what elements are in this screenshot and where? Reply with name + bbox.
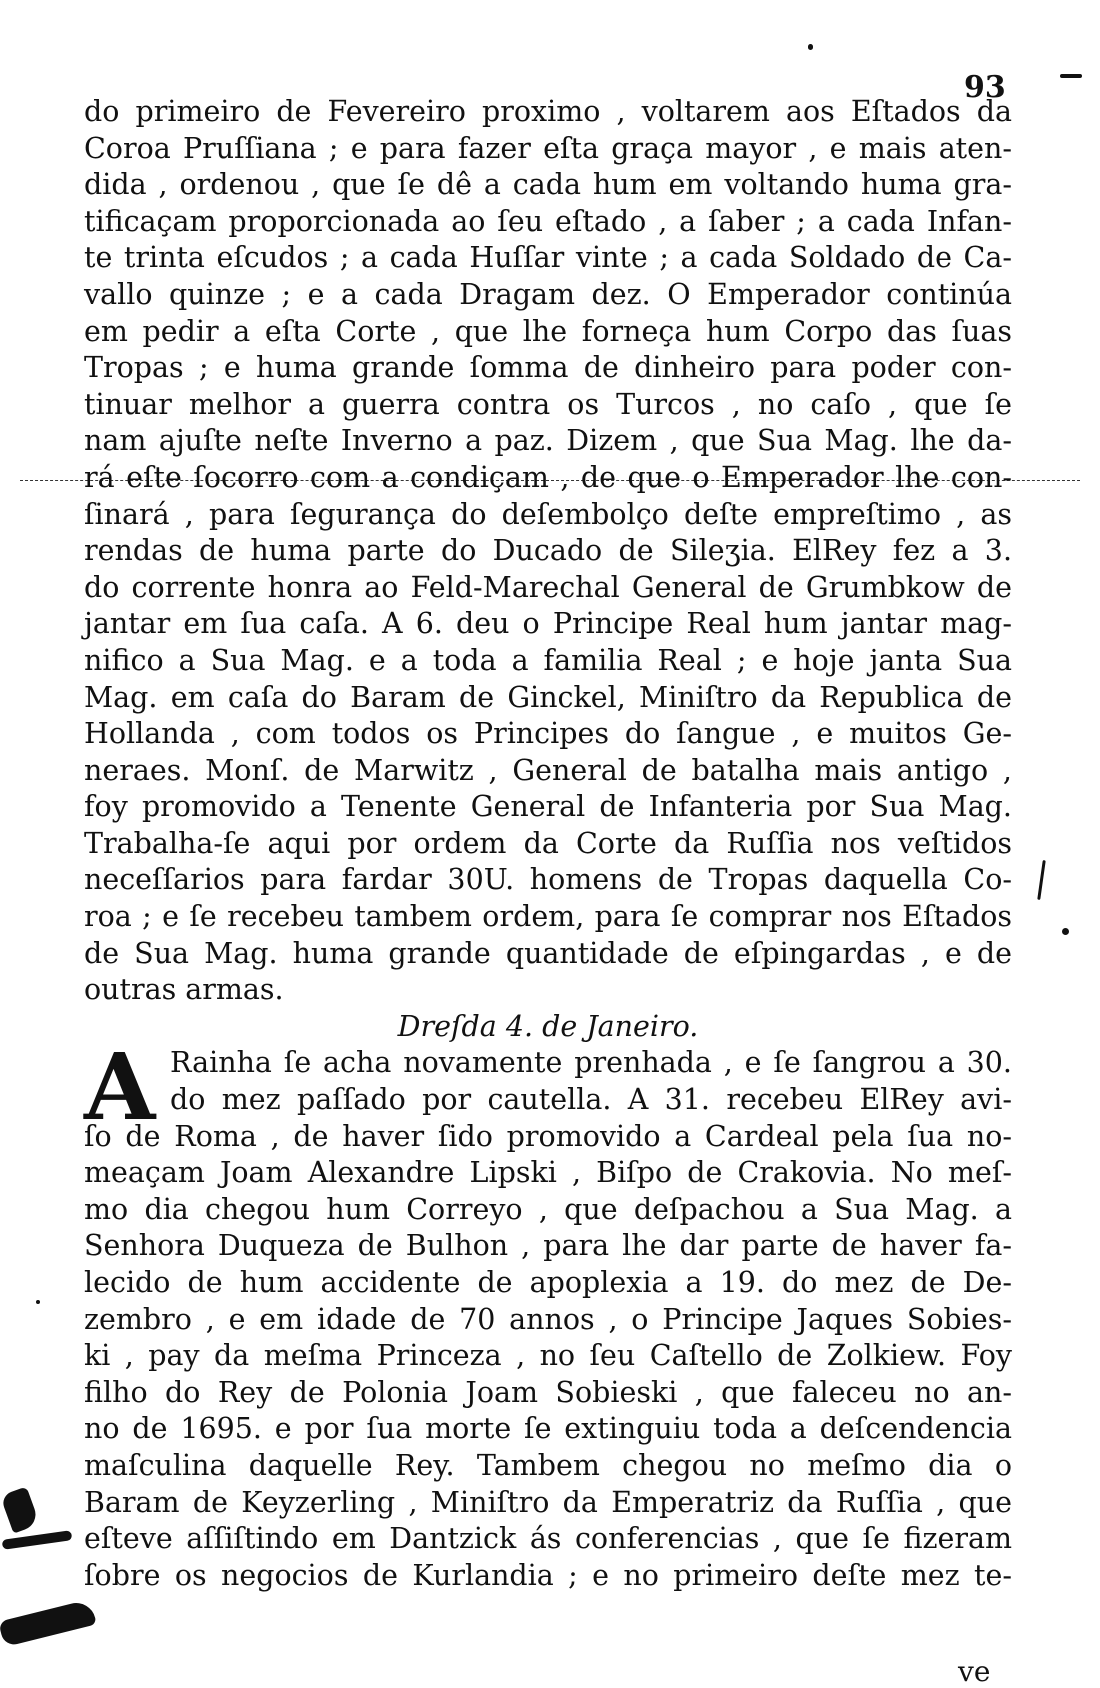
ink-speck <box>1060 74 1082 78</box>
text-line: Senhora Duqueza de Bulhon , para lhe dar parte de haver fa- <box>84 1229 1012 1263</box>
text-line: rá eſte ſocorro com a condiçam , de que o Emperador lhe con- <box>84 460 1012 494</box>
ink-blot <box>2 1530 73 1550</box>
text-line: foy promovido a Tenente General de Infanteria por Sua Mag. <box>84 790 1012 824</box>
ink-speck <box>36 1300 40 1304</box>
text-line: meaçam Joam Alexandre Lipski , Biſpo de Crakovia. No meſ- <box>84 1156 1012 1190</box>
text-line: do mez paſſado por cautella. A 31. recebeu ElRey avi- <box>170 1083 1012 1117</box>
text-line: te trinta eſcudos ; a cada Huſſar vinte ; a cada Soldado de Ca- <box>84 241 1012 275</box>
ink-speck <box>808 44 813 50</box>
text-line: em pedir a eſta Corte , que lhe forneça hum Corpo das ſuas <box>84 314 1012 348</box>
text-line: Mag. em caſa do Baram de Ginckel, Miniſtro da Republica de <box>84 680 1012 714</box>
text-line: do primeiro de Fevereiro proximo , voltarem aos Eſtados da <box>84 95 1012 128</box>
text-line: nam ajuſte neſte Inverno a paz. Dizem , que Sua Mag. lhe da- <box>84 424 1012 458</box>
text-line: dida , ordenou , que ſe dê a cada hum em voltando huma gra- <box>84 168 1012 202</box>
ink-blot <box>0 1599 97 1647</box>
text-line: Tropas ; e huma grande ſomma de dinheiro para poder con- <box>84 351 1012 385</box>
text-line: Baram de Keyzerling , Miniſtro da Emperatriz da Ruſſia , que <box>84 1485 1012 1519</box>
text-line: jantar em ſua caſa. A 6. deu o Principe Real hum jantar mag- <box>84 607 1012 641</box>
text-line: zembro , e em idade de 70 annos , o Principe Jaques Sobies- <box>84 1302 1012 1336</box>
text-line: no de 1695. e por ſua morte ſe extinguiu toda a deſcendencia <box>84 1412 1012 1446</box>
text-line: neraes. Monſ. de Marwitz , General de batalha mais antigo , <box>84 753 1012 787</box>
text-line: Trabalha-ſe aqui por ordem da Corte da Ruſſia nos veſtidos <box>84 826 1012 860</box>
text-line: ſo de Roma , de haver ſido promovido a Cardeal pela ſua no- <box>84 1119 1012 1153</box>
catchword: ve <box>958 1655 991 1688</box>
text-line: neceſſarios para fardar 30U. homens de Tropas daquella Co- <box>84 863 1012 897</box>
text-line: do corrente honra ao Feld-Marechal General de Grumbkow de <box>84 570 1012 604</box>
ink-speck <box>1037 860 1046 900</box>
drop-cap: A <box>84 1033 156 1142</box>
text-line: ſobre os negocios de Kurlandia ; e no primeiro deſte mez te- <box>84 1558 1012 1592</box>
text-column <box>84 94 1012 1594</box>
ink-speck <box>1062 928 1069 935</box>
text-line: filho do Rey de Polonia Joam Sobieski , que faleceu no an- <box>84 1375 1012 1409</box>
dateline-heading: Dreſda 4. de Janeiro. <box>397 1009 699 1043</box>
text-line: eſteve aſſiſtindo em Dantzick ás conferencias , que ſe fizeram <box>84 1522 1012 1556</box>
text-line: Coroa Pruſſiana ; e para fazer eſta graça mayor , e mais aten- <box>84 131 1012 165</box>
text-line: tinuar melhor a guerra contra os Turcos , no caſo , que ſe <box>84 387 1012 421</box>
ink-blot <box>0 1486 40 1533</box>
text-line: rendas de huma parte do Ducado de Sileʒia. ElRey fez a 3. <box>84 534 1012 568</box>
text-line: ki , pay da meſma Princeza , no ſeu Caſtello de Zolkiew. Foy <box>84 1339 1012 1373</box>
page-number: 93 <box>964 70 1006 105</box>
text-line: Rainha ſe acha novamente prenhada , e ſe ſangrou a 30. <box>170 1046 1012 1080</box>
text-line: vallo quinze ; e a cada Dragam dez. O Emperador continúa <box>84 277 1012 311</box>
text-line: Hollanda , com todos os Principes do ſangue , e muitos Ge- <box>84 717 1012 751</box>
text-line: lecido de hum accidente de apoplexia a 19. do mez de De- <box>84 1266 1012 1299</box>
text-line: mo dia chegou hum Correyo , que deſpachou a Sua Mag. a <box>84 1192 1012 1226</box>
text-line: de Sua Mag. huma grande quantidade de eſpingardas , e de <box>84 936 1012 970</box>
text-line: ſinará , para ſegurança do deſembolço deſte empreſtimo , as <box>84 497 1012 531</box>
article-body <box>84 1033 1012 1594</box>
text-line: maſculina daquelle Rey. Tambem chegou no meſmo dia o <box>84 1448 1012 1482</box>
text-line: outras armas. <box>84 973 284 1007</box>
text-line: roa ; e ſe recebeu tambem ordem, para ſe comprar nos Eſtados <box>84 900 1012 934</box>
text-line: nifico a Sua Mag. e a toda a familia Real ; e hoje janta Sua <box>84 643 1012 677</box>
text-line: tificaçam proporcionada ao ſeu eſtado , a ſaber ; a cada Infan- <box>84 204 1012 238</box>
